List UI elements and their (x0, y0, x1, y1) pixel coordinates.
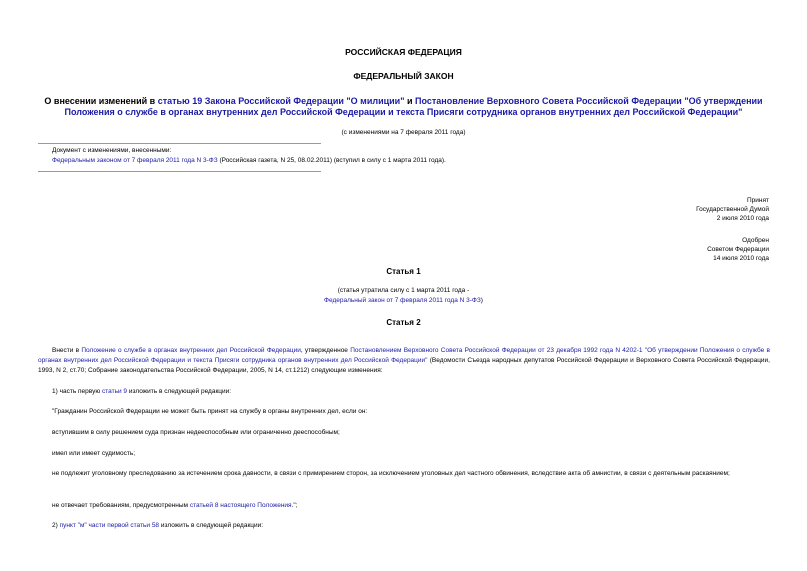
law-title-link-resolution[interactable]: Постановление Верховного Совета Российской Федерации "Об утверждении Положения о службе в органах внутренних дел Российской Федерации и текста Присяги сотрудника органов внутренних дел Российской Федерации" (64, 96, 763, 117)
quote-line-1: "Гражданин Российской Федерации не может быть принят на службу в органы внутренних дел, если он: (52, 408, 368, 415)
edition-note: (с изменениями на 7 февраля 2011 года) (341, 129, 466, 136)
article9-link[interactable]: статьи 9 (102, 388, 128, 395)
quote-line-2: вступившим в силу решением суда признан недееспособным или ограниченно дееспособным; (52, 429, 340, 436)
law-title-text: и (404, 96, 416, 106)
adopted-line: Принят (746, 197, 769, 204)
item1-text: изложить в следующей редакции: (127, 388, 232, 395)
item1 (38, 387, 770, 397)
article1-heading: Статья 1 (386, 267, 421, 276)
article1-note-source (30, 296, 777, 305)
article2-intro (38, 346, 770, 376)
item2-text: 2) (52, 522, 60, 529)
law-title (40, 96, 767, 118)
intro-text: , утвержденное (300, 347, 351, 354)
article1-repeal-link[interactable]: Федеральный закон от 7 февраля 2011 года N 3-ФЗ (324, 297, 481, 304)
approved-line: Советом Федерации (707, 246, 769, 253)
article1-note: (статья утратила силу с 1 марта 2011 года - (337, 287, 470, 294)
quote-line-3: имел или имеет судимость; (52, 450, 136, 457)
intro-text: (Ведомости Съезда народных депутатов Российской Федерации и Верховного Совета Российской Федерации, 1993, N 2, ст.70; Собрание законодательства Российской Федерации, 2005, N 14, ст.1212) следующие изменения: (38, 357, 770, 374)
resolution-link[interactable]: Постановлением Верховного Совета Российской Федерации от 23 декабря 1992 года N 4202-1 "Об утверждении Положения о службе в органах внутренних дел Российской Федерации и текста Присяги сотрудника органов внутренних дел Российской Федерации" (38, 347, 770, 364)
approved-line: 14 июля 2010 года (713, 255, 769, 262)
item2 (38, 521, 770, 531)
intro-text: Внести в (52, 347, 82, 354)
regulation-link[interactable]: Положение о службе в органах внутренних дел Российской Федерации (81, 347, 301, 354)
quote5-text: не отвечает требованиям, предусмотренным (52, 502, 190, 509)
article2-heading: Статья 2 (386, 318, 421, 327)
article1-note-end: ) (480, 297, 483, 304)
divider-top (38, 143, 321, 144)
item2-text: изложить в следующей редакции: (159, 522, 264, 529)
country-heading: РОССИЙСКАЯ ФЕДЕРАЦИЯ (345, 47, 462, 57)
item1-text: 1) часть первую (52, 388, 102, 395)
article8-link[interactable]: статьей 8 настоящего Положения (189, 502, 292, 509)
adopted-block (696, 196, 769, 223)
changes-label: Документ с изменениями, внесенными: (52, 147, 172, 154)
adopted-line: Государственной Думой (696, 206, 769, 213)
changes-line (52, 156, 772, 165)
approved-line: Одобрен (742, 237, 769, 244)
law-title-link-article19[interactable]: статью 19 Закона Российской Федерации "О милиции" (157, 96, 405, 106)
divider-bottom (38, 171, 321, 172)
quote-line-5 (38, 501, 770, 511)
approved-block (707, 236, 769, 263)
adopted-line: 2 июля 2010 года (716, 215, 769, 222)
changes-rest: (Российская газета, N 25, 08.02.2011) (вступил в силу с 1 марта 2011 года). (217, 157, 446, 164)
doc-type-heading: ФЕДЕРАЛЬНЫЙ ЗАКОН (353, 71, 454, 81)
article58-link[interactable]: пункт "м" части первой статьи 58 (59, 522, 160, 529)
law-title-text: О внесении изменений в (44, 96, 158, 106)
quote-line-4: не подлежит уголовному преследованию за истечением срока давности, в связи с примирением сторон, за исключением уголовных дел частного обвинения, вследствие акта об амнистии, в связи с деятельным раскаянием; (52, 470, 730, 477)
changes-law-link[interactable]: Федеральным законом от 7 февраля 2011 года N 3-ФЗ (52, 157, 218, 164)
quote5-text: ."; (291, 502, 298, 509)
